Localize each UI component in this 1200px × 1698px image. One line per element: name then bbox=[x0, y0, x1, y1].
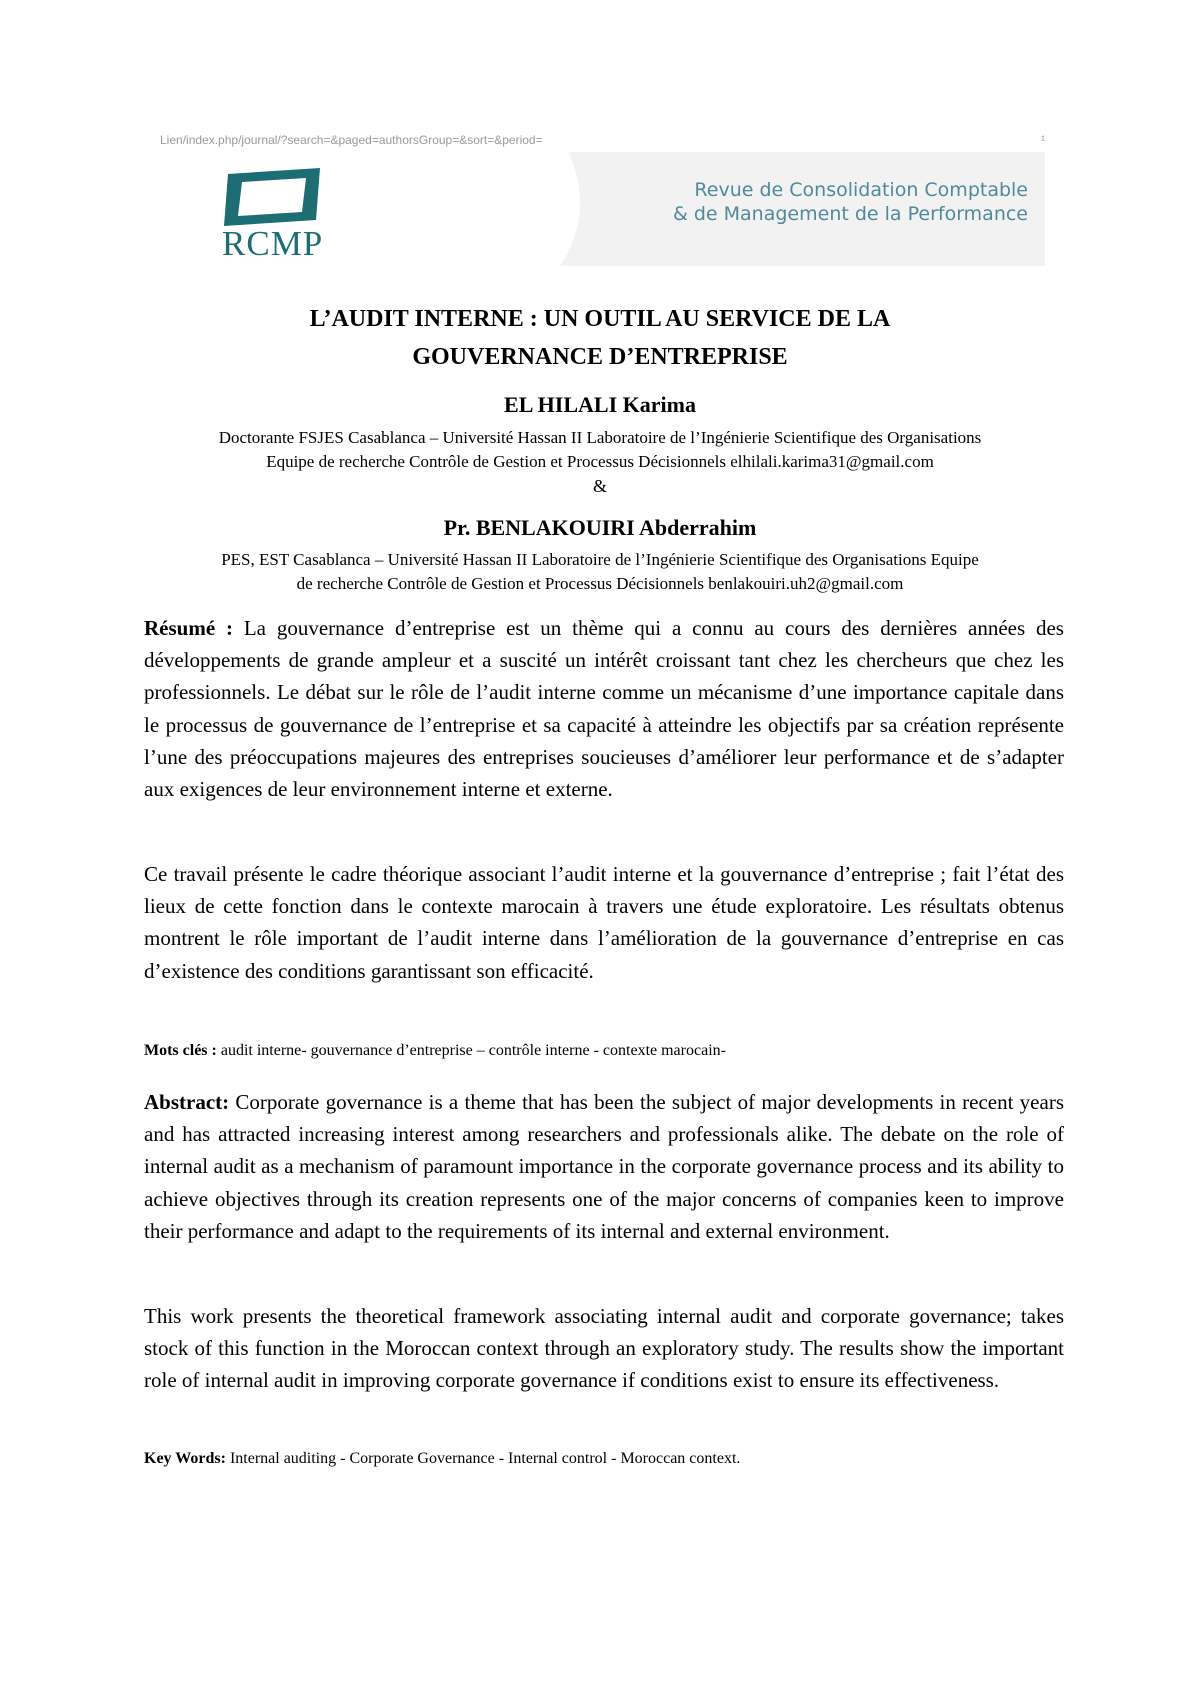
key-words bbox=[144, 1448, 1064, 1470]
article-title-line1: L’AUDIT INTERNE : UN OUTIL AU SERVICE DE LA bbox=[309, 306, 891, 332]
mots-cles-label: Mots clés : bbox=[144, 1042, 217, 1059]
header-url-text: Lien/index.php/journal/?search=&paged=authorsGroup=&sort=&period= bbox=[160, 133, 543, 147]
key-words-label: Key Words: bbox=[144, 1450, 226, 1467]
abstract-text-1: Corporate governance is a theme that has been the subject of major developments in recent years and has attracted increasing interest among researchers and professionals alike. The debate on the role of internal audit as a mechanism of paramount importance in the corporate governance process and its ability to achieve objectives through its creation represents one of the major concerns of companies keen to improve their performance and adapt to the requirements of its internal and external environment. bbox=[144, 1090, 1064, 1243]
resume-text-1: La gouvernance d’entreprise est un thème qui a connu au cours des dernières années des développements de grande ampleur et a suscité un intérêt croissant tant chez les chercheurs que chez les professionnels. Le débat sur le rôle de l’audit interne comme un mécanisme d’une importance capitale dans le processus de gouvernance de l’entreprise et sa capacité à atteindre les objectifs par sa création représente l’une des préoccupations majeures des entreprises soucieuses d’améliorer leur performance et de s’adapter aux exigences de leur environnement interne et externe. bbox=[144, 616, 1064, 802]
author2-name: Pr. BENLAKOUIRI Abderrahim bbox=[443, 515, 757, 540]
journal-title bbox=[548, 178, 1028, 226]
abstract-paragraph-1 bbox=[144, 1086, 1064, 1247]
resume-paragraph-1 bbox=[144, 612, 1064, 805]
author2-affiliation-line2: de recherche Contrôle de Gestion et Processus Décisionnels benlakouiri.uh2@gmail.com bbox=[296, 574, 904, 593]
article-title bbox=[144, 300, 1056, 376]
header-url-mark: ¹ bbox=[1041, 133, 1045, 147]
header-url-line bbox=[160, 132, 1045, 148]
abstract-label: Abstract: bbox=[144, 1090, 230, 1114]
author1-affiliation bbox=[144, 426, 1056, 474]
author1-affiliation-line2: Equipe de recherche Contrôle de Gestion et Processus Décisionnels elhilali.karima31@gmail.com bbox=[266, 452, 934, 471]
key-words-text: Internal auditing - Corporate Governance - Internal control - Moroccan context. bbox=[225, 1450, 741, 1467]
journal-banner bbox=[160, 152, 1045, 266]
author1-name: EL HILALI Karima bbox=[504, 392, 696, 417]
author2-affiliation bbox=[144, 548, 1056, 596]
mots-cles-text: audit interne- gouvernance d’entreprise – contrôle interne - contexte marocain- bbox=[216, 1042, 726, 1059]
article-title-line2: GOUVERNANCE D’ENTREPRISE bbox=[412, 344, 788, 370]
rcmp-logo-icon bbox=[220, 164, 340, 230]
author-separator: & bbox=[592, 476, 607, 496]
mots-cles bbox=[144, 1040, 1064, 1062]
resume-label: Résumé : bbox=[144, 616, 233, 640]
rcmp-logo-text: RCMP bbox=[222, 224, 324, 263]
journal-title-line2: & de Management de la Performance bbox=[673, 203, 1028, 225]
journal-title-line1: Revue de Consolidation Comptable bbox=[694, 179, 1028, 201]
abstract-paragraph-2: This work presents the theoretical framework associating internal audit and corporate governance; takes stock of this function in the Moroccan context through an exploratory study. The results show the important role of internal audit in improving corporate governance if conditions exist to ensure its effectiveness. bbox=[144, 1304, 1064, 1393]
author2-affiliation-line1: PES, EST Casablanca – Université Hassan II Laboratoire de l’Ingénierie Scientifique des Organisations Equipe bbox=[221, 550, 979, 569]
author1-affiliation-line1: Doctorante FSJES Casablanca – Université Hassan II Laboratoire de l’Ingénierie Scientifique des Organisations bbox=[218, 428, 982, 447]
resume-paragraph-2: Ce travail présente le cadre théorique associant l’audit interne et la gouvernance d’entreprise ; fait l’état des lieux de cette fonction dans le contexte marocain à travers une étude exploratoire. Les résultats obtenus montrent le rôle important de l’audit interne dans l’amélioration de la gouvernance d’entreprise en cas d’existence des conditions garantissant son efficacité. bbox=[144, 862, 1064, 983]
